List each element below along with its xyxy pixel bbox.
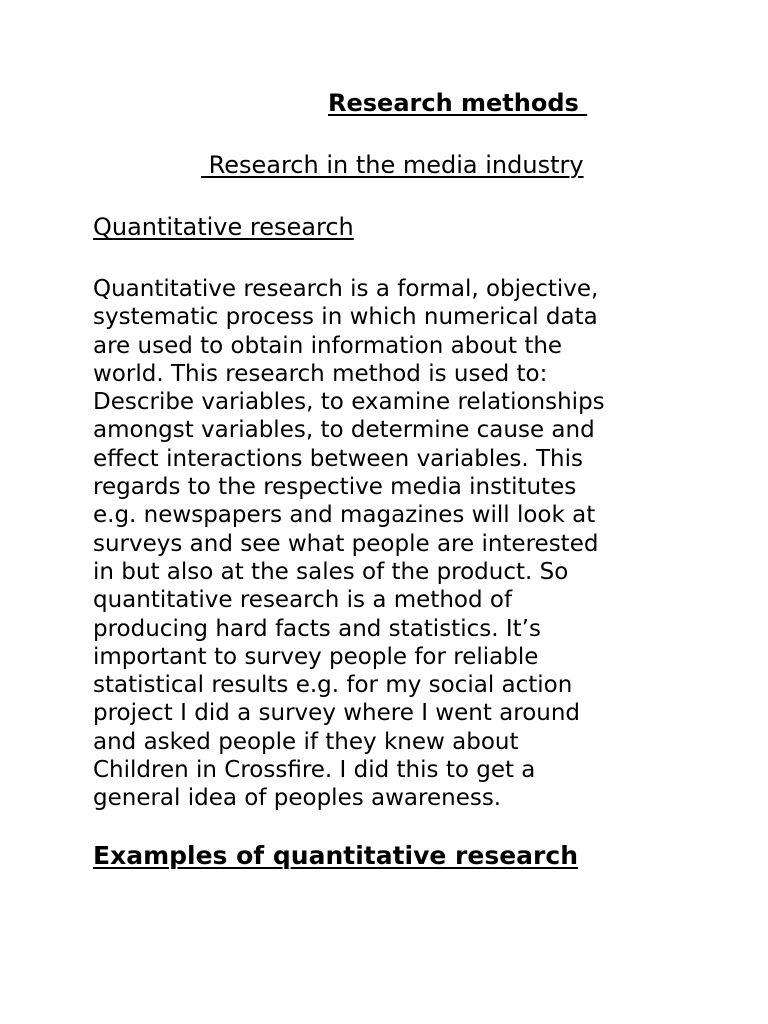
body-paragraph xyxy=(93,275,703,813)
paragraph-line: statistical results e.g. for my social action xyxy=(93,672,573,699)
paragraph-line: world. This research method is used to: xyxy=(93,360,548,387)
paragraph-line: regards to the respective media institutes xyxy=(93,474,577,501)
paragraph-line: quantitative research is a method of xyxy=(93,587,513,614)
document-subtitle: Research in the media industry xyxy=(201,151,584,179)
paragraph-line: in but also at the sales of the product. So xyxy=(93,558,569,585)
paragraph-line: Children in Crossfire. I did this to get a xyxy=(93,757,536,784)
paragraph-line: producing hard facts and statistics. It’s xyxy=(93,615,541,642)
paragraph-line: surveys and see what people are interested xyxy=(93,530,599,557)
paragraph-line: project I did a survey where I went around xyxy=(93,700,581,727)
document-title: Research methods xyxy=(328,89,588,117)
paragraph-line: and asked people if they knew about xyxy=(93,728,519,755)
paragraph-line: systematic process in which numerical data xyxy=(93,304,598,331)
paragraph-line: are used to obtain information about the xyxy=(93,332,563,359)
paragraph-line: Describe variables, to examine relationships xyxy=(93,389,605,416)
paragraph-line: effect interactions between variables. This xyxy=(93,445,583,472)
paragraph-line: Quantitative research is a formal, objective, xyxy=(93,276,599,302)
paragraph-line: e.g. newspapers and magazines will look at xyxy=(93,502,596,529)
paragraph-line: amongst variables, to determine cause and xyxy=(93,417,595,444)
paragraph-line: important to survey people for reliable xyxy=(93,643,539,670)
section-heading-quantitative-research: Quantitative research xyxy=(93,213,354,241)
section-heading-examples: Examples of quantitative research xyxy=(93,841,578,870)
paragraph-line: general idea of peoples awareness. xyxy=(93,785,502,812)
